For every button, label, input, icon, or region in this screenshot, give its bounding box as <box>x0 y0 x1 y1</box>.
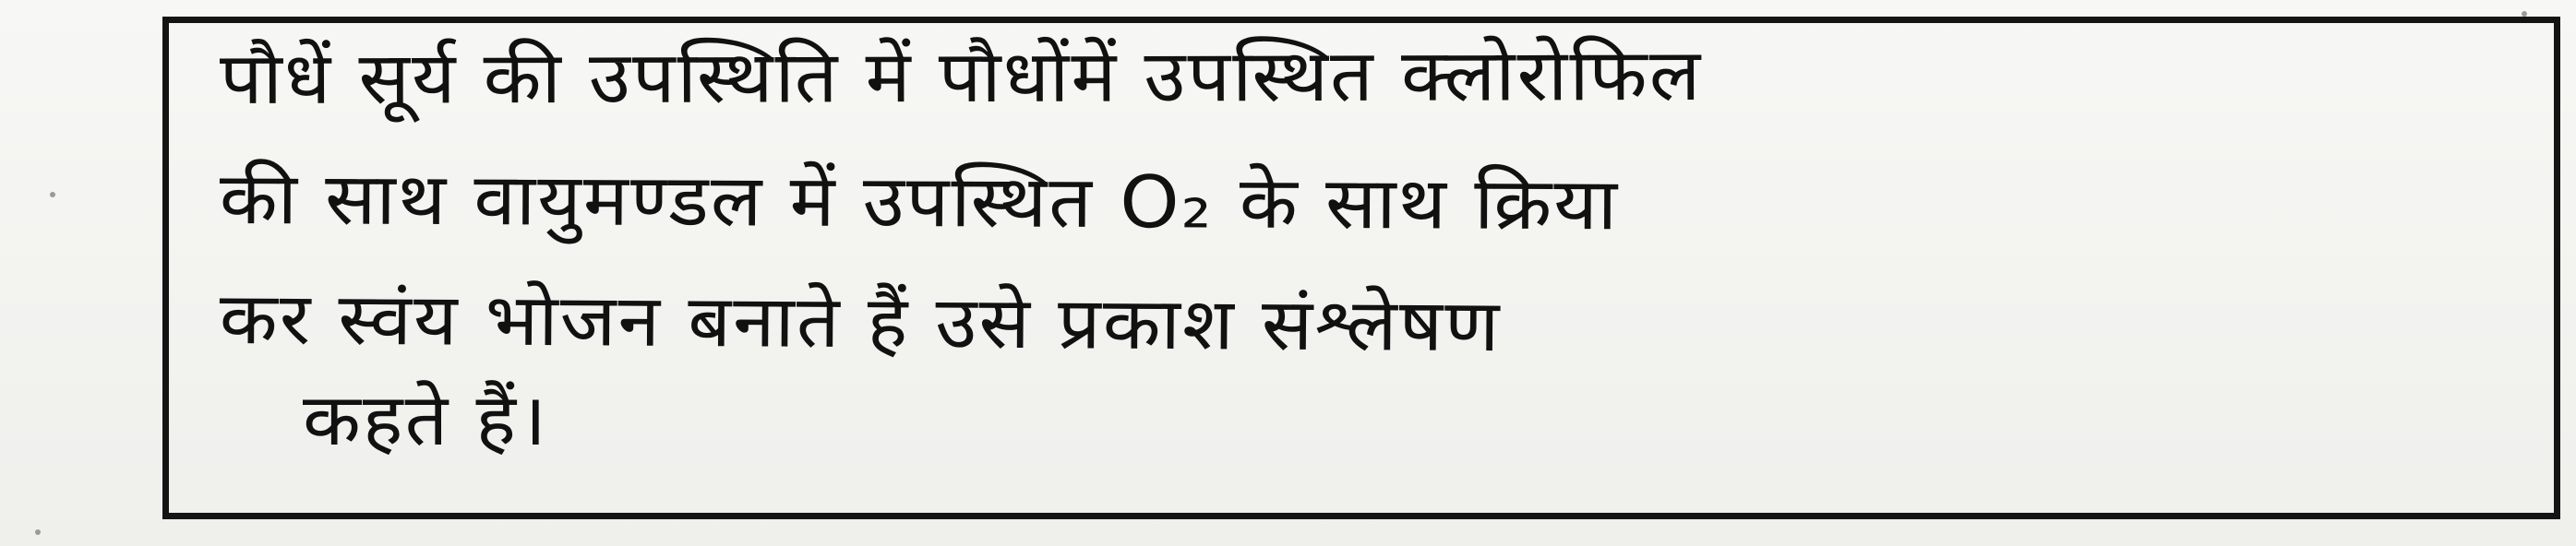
answer-box <box>162 17 2560 519</box>
answer-line-2: की साथ वायुमण्डल में उपस्थित O₂ के साथ क्रिया <box>219 158 1620 247</box>
scan-speck <box>35 529 41 535</box>
answer-line-1: पौधें सूर्य की उपस्थिति में पौधोंमें उपस्थित क्लोरोफिल <box>219 33 1703 121</box>
scan-speck <box>50 192 55 197</box>
scan-speck <box>2522 11 2527 17</box>
answer-line-3: कर स्वंय भोजन बनाते हैं उसे प्रकाश संश्लेषण <box>219 278 1502 369</box>
answer-line-4: कहते हैं। <box>303 379 549 462</box>
